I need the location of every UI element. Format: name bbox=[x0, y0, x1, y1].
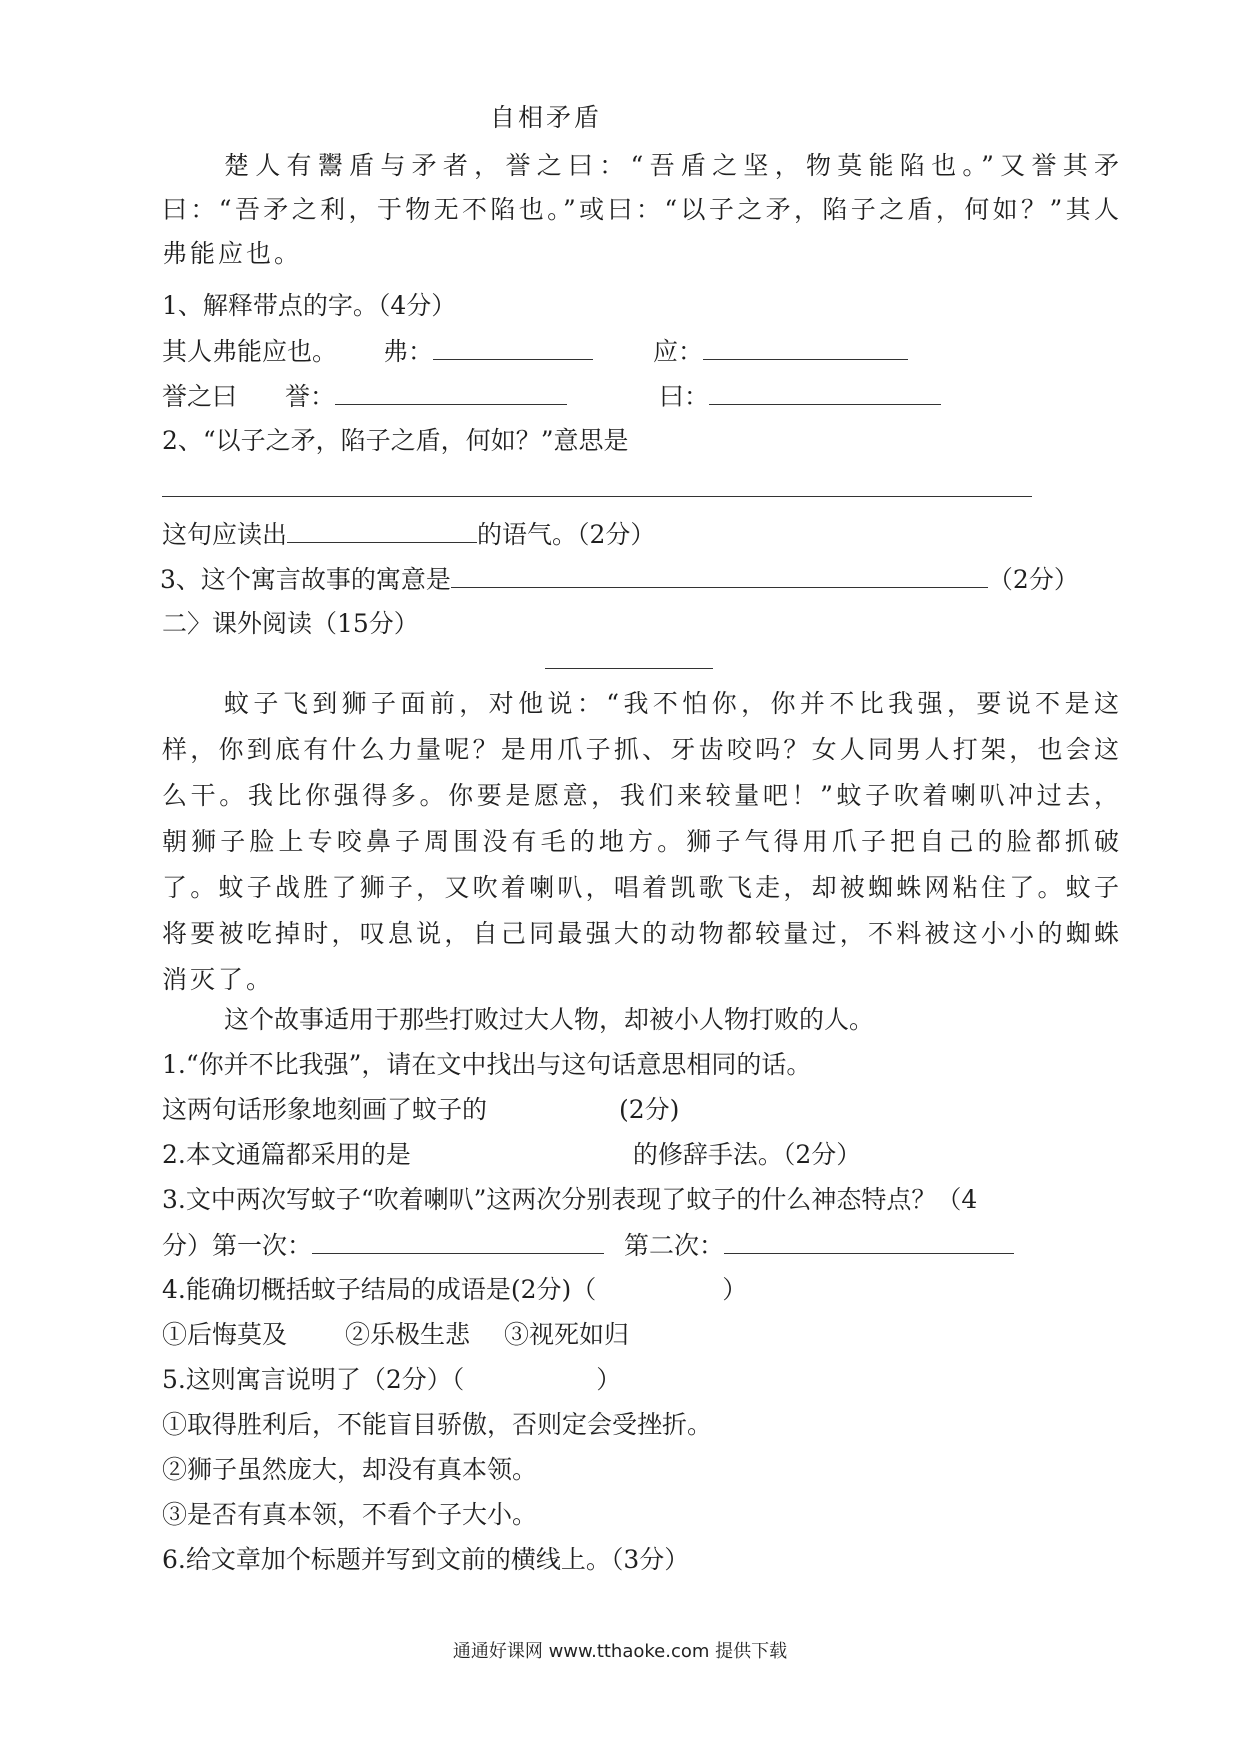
section1-q1-row-1 bbox=[162, 335, 908, 368]
section2-question-3: 3.文中两次写蚊子“吹着喇叭”这两次分别表现了蚊子的什么神态特点？（4 bbox=[162, 1185, 978, 1214]
section1-q1-row-2 bbox=[162, 380, 941, 413]
section1-question-3 bbox=[160, 563, 1079, 596]
q2-tone-prefix: 这句应读出 bbox=[162, 520, 288, 549]
q1-char-yue-label: 曰： bbox=[659, 382, 710, 411]
q4-option-1: ①后悔莫及 bbox=[162, 1320, 288, 1349]
section2-question-6: 6.给文章加个标题并写到文前的横线上。（3分） bbox=[162, 1545, 690, 1574]
q3-second-answer-blank[interactable] bbox=[724, 1229, 1014, 1254]
q4-option-2: ②乐极生悲 bbox=[345, 1320, 471, 1349]
q3-first-answer-blank[interactable] bbox=[312, 1229, 604, 1254]
q3-prefix: 3、这个寓言故事的寓意是 bbox=[160, 565, 451, 594]
q1-fu-answer-blank[interactable] bbox=[433, 335, 593, 360]
q4-prefix: 4.能确切概括蚊子结局的成语是(2分)（ bbox=[162, 1275, 597, 1304]
section2-q3-answers bbox=[162, 1229, 1014, 1262]
q5-option-1: ①取得胜利后，不能盲目骄傲，否则定会受挫折。 bbox=[162, 1410, 713, 1439]
q5-prefix: 5.这则寓言说明了（2分）（ bbox=[162, 1365, 465, 1394]
s2q2-suffix: 的修辞手法。（2分） bbox=[632, 1140, 862, 1169]
section1-question-2: 2、“以子之矛，陷子之盾，何如？”意思是 bbox=[162, 426, 629, 455]
section1-title: 自相矛盾 bbox=[490, 103, 603, 132]
story-title-answer-line[interactable] bbox=[545, 668, 713, 669]
q3-second-label: 第二次： bbox=[624, 1231, 725, 1260]
section2-question-4 bbox=[162, 1274, 747, 1306]
s2q2-prefix: 2.本文通篇都采用的是 bbox=[162, 1140, 411, 1169]
section1-passage: 楚人有鬻盾与矛者，誉之曰：“吾盾之坚，物莫能陷也。”又誉其矛曰：“吾矛之利，于物无不陷也。”或曰：“以子之矛，陷子之盾，何如？”其人弗能应也。 bbox=[162, 151, 1122, 268]
q4-options bbox=[162, 1319, 629, 1351]
q5-option-2: ②狮子虽然庞大，却没有真本领。 bbox=[162, 1455, 538, 1484]
footer-watermark: 通通好课网 www.tthaoke.com 提供下载 bbox=[452, 1641, 788, 1662]
section2-q1-followup bbox=[162, 1094, 679, 1126]
section1-question-1: 1、解释带点的字。（4分） bbox=[162, 291, 457, 320]
q4-suffix: ） bbox=[722, 1275, 748, 1304]
section2-moral: 这个故事适用于那些打败过大人物，却被小人物打败的人。 bbox=[224, 1005, 875, 1034]
q5-suffix: ） bbox=[596, 1365, 622, 1394]
q2-meaning-answer-line[interactable] bbox=[162, 496, 1032, 497]
q1-yu-answer-blank[interactable] bbox=[335, 380, 567, 405]
q3-first-label: 分）第一次： bbox=[162, 1231, 313, 1260]
section2-question-5 bbox=[162, 1364, 621, 1396]
q1b-prefix: 这两句话形象地刻画了蚊子的 bbox=[162, 1095, 488, 1124]
q1-char-ying-label: 应： bbox=[653, 337, 704, 366]
section2-heading: 二〉课外阅读（15分） bbox=[162, 609, 419, 638]
q1-phrase-1: 其人弗能应也。 bbox=[162, 337, 338, 366]
q1b-suffix: (2分) bbox=[619, 1095, 680, 1124]
q1-char-yu-label: 誉： bbox=[285, 382, 336, 411]
q1-char-fu-label: 弗： bbox=[383, 337, 434, 366]
q5-option-3: ③是否有真本领，不看个子大小。 bbox=[162, 1500, 538, 1529]
q3-moral-answer-blank[interactable] bbox=[451, 563, 988, 588]
section1-q2-tone-row bbox=[162, 518, 655, 551]
q4-option-3: ③视死如归 bbox=[504, 1320, 630, 1349]
section2-passage: 蚊子飞到狮子面前，对他说：“我不怕你，你并不比我强，要说不是这样，你到底有什么力量呢？是用爪子抓、牙齿咬吗？女人同男人打架，也会这么干。我比你强得多。你要是愿意，我们来较量吧！”蚊子吹着喇叭冲过去，朝狮子脸上专咬鼻子周围没有毛的地方。狮子气得用爪子把自己的脸都抓破了。蚊子战胜了狮子，又吹着喇叭，唱着凯歌飞走，却被蜘蛛网粘住了。蚊子将要被吃掉时，叹息说，自己同最强大的动物都较量过，不料被这小小的蜘蛛消灭了。 bbox=[162, 689, 1122, 994]
q2-tone-answer-blank[interactable] bbox=[287, 518, 477, 543]
section2-question-1: 1.“你并不比我强”，请在文中找出与这句话意思相同的话。 bbox=[162, 1050, 812, 1079]
q3-suffix: （2分） bbox=[987, 565, 1079, 594]
q2-tone-suffix: 的语气。（2分） bbox=[477, 520, 656, 549]
q1-phrase-2: 誉之曰 bbox=[162, 382, 238, 411]
q1-yue-answer-blank[interactable] bbox=[709, 380, 941, 405]
section2-question-2 bbox=[162, 1139, 861, 1171]
q1-ying-answer-blank[interactable] bbox=[703, 335, 908, 360]
